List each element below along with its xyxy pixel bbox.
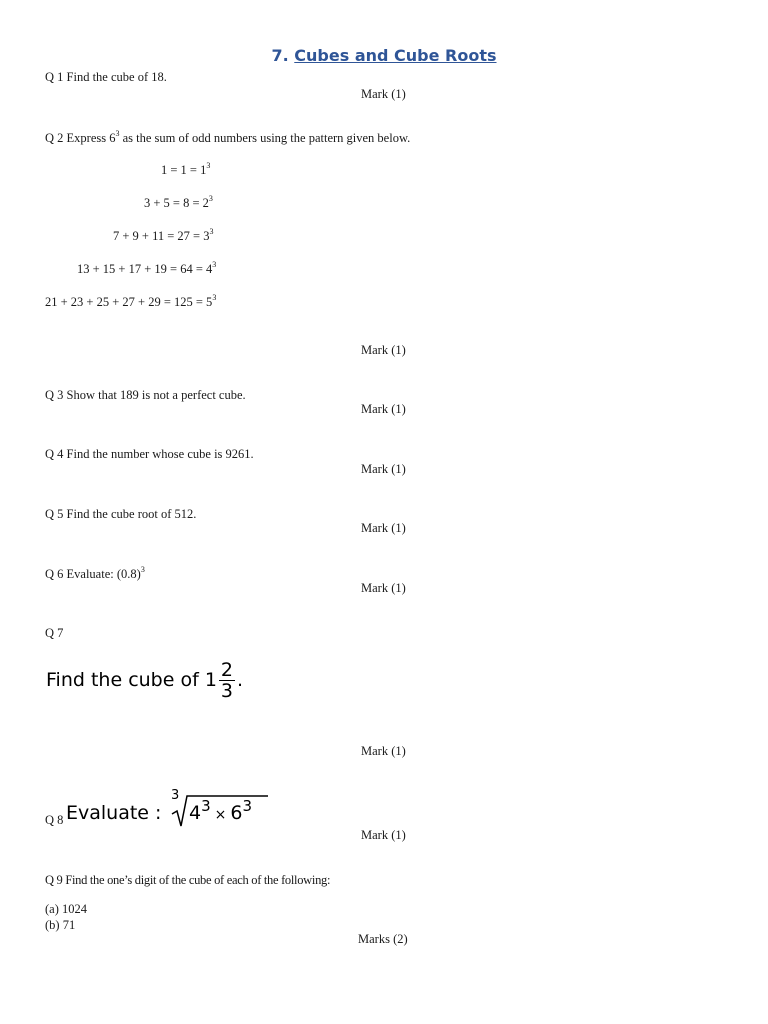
question-7-mark: Mark (1): [361, 744, 406, 758]
question-6-mark: Mark (1): [361, 581, 406, 595]
pattern-line: $13 + 15 + 17 + 19 = 64 = 4^3$: [77, 260, 217, 276]
root-index: 3: [171, 788, 180, 803]
pattern-line: $1 = 1 = 1^3$: [161, 161, 211, 177]
question-3: Q 3 Show that 189 is not a perfect cube.: [45, 388, 246, 402]
question-9-item-a: (a) 1024: [45, 902, 87, 916]
question-8-mark: Mark (1): [361, 828, 406, 842]
question-5: Q 5 Find the cube root of 512.: [45, 507, 197, 521]
question-9-mark: Marks (2): [358, 932, 408, 946]
question-2-mark: Mark (1): [361, 343, 406, 357]
title-number: 7.: [271, 46, 289, 65]
question-7-expression: Find the cube of 1 $\frac{2}{3}$ .: [46, 659, 244, 702]
question-1-mark: Mark (1): [361, 87, 406, 101]
question-2-suffix: as the sum of odd numbers using the pattern given below.: [119, 131, 411, 145]
root-radicand: $4^3 \times 6^3$: [189, 797, 253, 824]
question-2-prefix: Q 2 Express 6: [45, 131, 116, 145]
question-8-label: Q 8: [45, 813, 64, 827]
pattern-line: $21 + 23 + 25 + 27 + 29 = 125 = 5^3$: [45, 293, 217, 309]
question-9: Q 9 Find the one’s digit of the cube of each of the following:: [45, 873, 331, 887]
question-1: Q 1 Find the cube of 18.: [45, 70, 167, 84]
question-5-mark: Mark (1): [361, 521, 406, 535]
page-title: [0, 46, 768, 65]
pattern-line: $7 + 9 + 11 = 27 = 3^3$: [113, 227, 214, 243]
title-text: Cubes and Cube Roots: [294, 46, 497, 65]
question-4-mark: Mark (1): [361, 462, 406, 476]
question-3-mark: Mark (1): [361, 402, 406, 416]
question-2: [45, 131, 410, 146]
question-2-exponent: 3: [115, 129, 120, 138]
question-4: Q 4 Find the number whose cube is 9261.: [45, 447, 254, 461]
question-6-exponent: 3: [140, 565, 145, 574]
question-9-item-b: (b) 71: [45, 918, 76, 932]
question-6: Q 6 Evaluate: $(0.8)^3$: [45, 565, 145, 581]
question-7-label: Q 7: [45, 626, 64, 640]
pattern-line: $3 + 5 = 8 = 2^3$: [144, 194, 213, 210]
mixed-fraction: $\frac{2}{3}$: [220, 659, 234, 702]
